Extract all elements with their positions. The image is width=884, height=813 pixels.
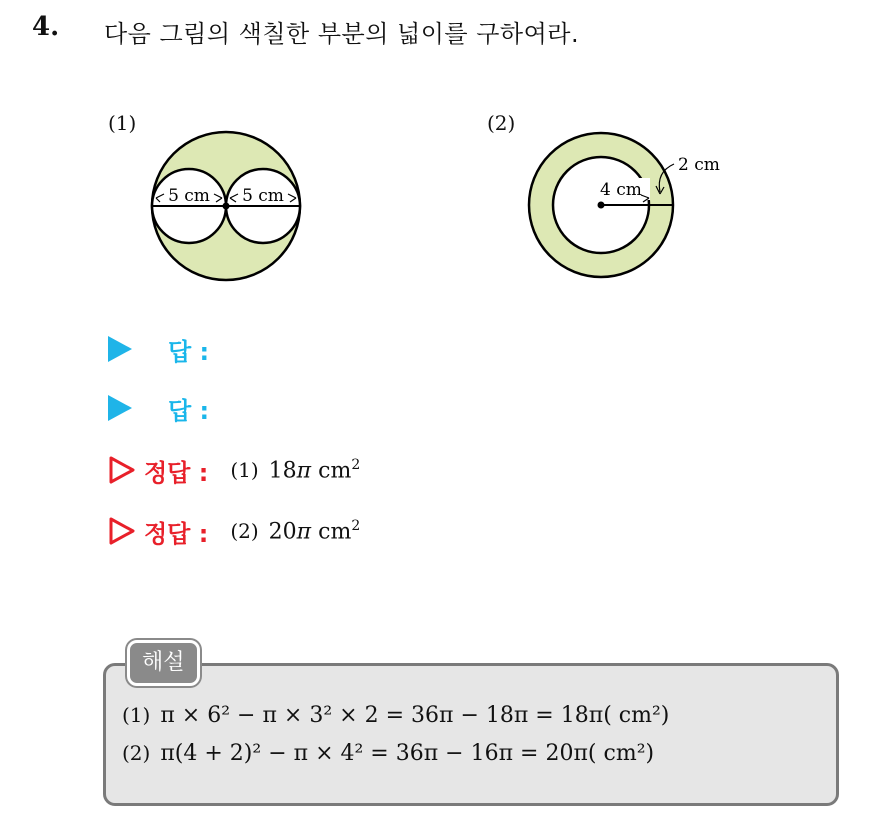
figure-2-dim-outer: 2 cm [678, 155, 720, 175]
figure-2-dim-inner: 4 cm [600, 180, 642, 200]
outline-play-icon [108, 455, 136, 485]
play-icon [108, 336, 132, 362]
correct-answer-number: (2) [230, 519, 259, 544]
answer-label: 답 : [168, 337, 210, 366]
question-text: 다음 그림의 색칠한 부분의 넓이를 구하여라. [104, 20, 580, 48]
correct-answer-unit: cm [318, 458, 352, 484]
figure-1-diagram [150, 130, 302, 282]
solution-line-number: (2) [122, 741, 151, 765]
correct-answer-coef: 18 [268, 458, 297, 484]
solution-line-expr: π(4 + 2)² − π × 4² = 36π − 16π = 20π( cm²) [160, 741, 655, 766]
correct-answer-1 [108, 454, 360, 486]
figure-2-label: (2) [487, 111, 516, 135]
correct-answer-coef: 20 [268, 519, 297, 545]
play-icon [108, 395, 132, 421]
figure-1-dim-left: 5 cm [168, 186, 210, 206]
solution-line-2 [122, 741, 654, 766]
answer-label: 답 : [168, 396, 210, 425]
figure-1-center-dot [223, 203, 230, 210]
correct-answer-exp: 2 [351, 517, 361, 534]
solution-line-number: (1) [122, 703, 151, 727]
correct-answer-exp: 2 [351, 456, 361, 473]
outline-play-icon [108, 516, 136, 546]
solution-line-expr: π × 6² − π × 3² × 2 = 36π − 18π = 18π( cm²) [160, 703, 670, 728]
figure-1-dim-right: 5 cm [242, 186, 284, 206]
answer-blank-1[interactable] [108, 333, 209, 365]
correct-answer-number: (1) [230, 458, 259, 483]
question-number: 4. [32, 12, 60, 42]
correct-answer-value: (2) 20π $cm^2$ [230, 517, 361, 545]
solution-line-1 [122, 703, 669, 728]
correct-answer-2 [108, 515, 360, 547]
solution-title: 해설 [127, 640, 200, 686]
solution-box [103, 663, 839, 806]
correct-answer-unit: cm [318, 519, 352, 545]
answer-blank-2[interactable] [108, 392, 209, 424]
correct-answer-label: 정답 : [144, 458, 209, 487]
figure-1-label: (1) [108, 111, 137, 135]
figure-2-diagram [528, 130, 768, 280]
figure-2-center-dot [598, 202, 605, 209]
correct-answer-label: 정답 : [144, 519, 209, 548]
correct-answer-value: (1) 18π $cm^2$ [230, 456, 361, 484]
